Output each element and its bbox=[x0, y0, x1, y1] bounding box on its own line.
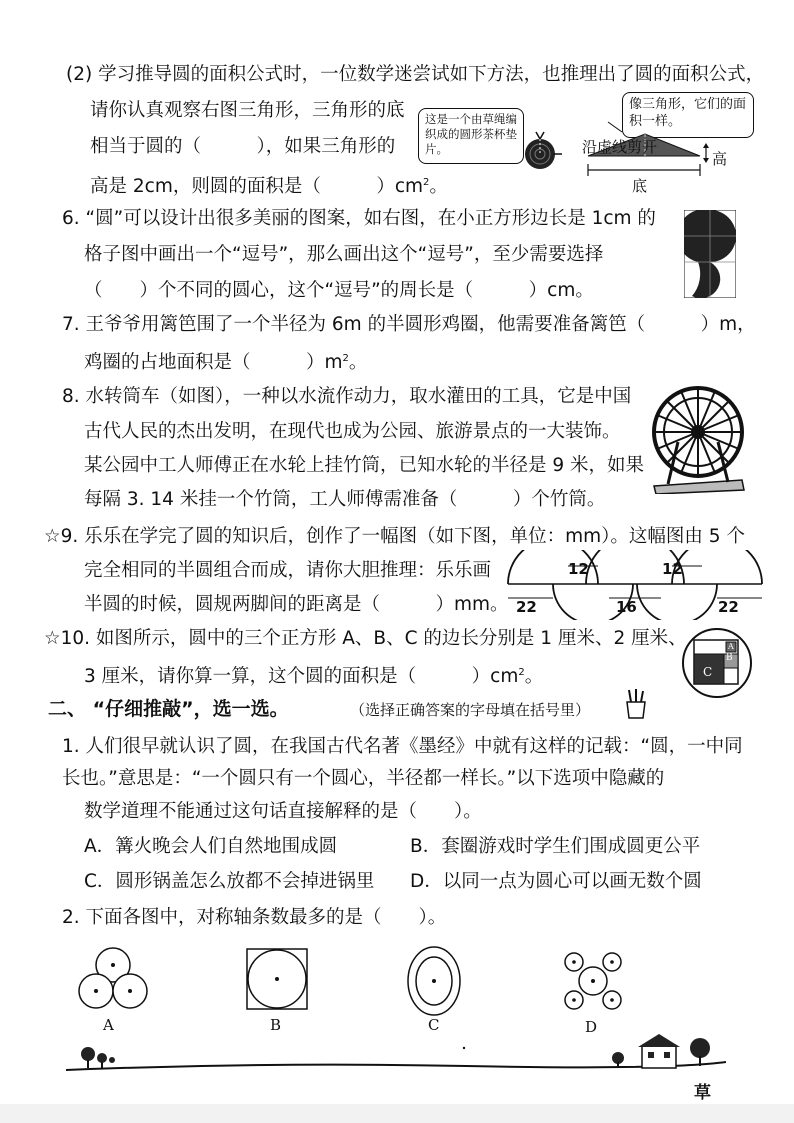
figure-b-label: B bbox=[270, 1016, 282, 1034]
s2-line-1: 2. 下面各图中，对称轴条数最多的是（ ）。 bbox=[62, 907, 447, 928]
footer-landscape bbox=[66, 1030, 726, 1074]
q7-line-2: 鸡圈的占地面积是（ ）$m^2$。 bbox=[84, 352, 368, 374]
figure-c-label: C bbox=[428, 1016, 440, 1034]
s1-line-2: 长也。”意思是：“一个圆只有一个圆心，半径都一样长。”以下选项中隐藏的 bbox=[62, 768, 665, 789]
figure-b-circle-in-square bbox=[246, 948, 308, 1010]
q8-line-1: 8. 水转筒车（如图），一种以水流作动力，取水灌田的工具，它是中国 bbox=[62, 386, 632, 407]
q9-label-16: 16 bbox=[616, 598, 637, 616]
pencil-cup-icon bbox=[622, 688, 650, 720]
figure-c-concentric-ovals bbox=[406, 945, 462, 1017]
q7-line-1: 7. 王爷爷用篱笆围了一个半径为 6m 的半圆形鸡圈，他需要准备篱笆（ ）m， bbox=[62, 314, 756, 335]
q2-line-1: (2) 学习推导圆的面积公式时，一位数学迷尝试如下方法，也推理出了圆的面积公式， bbox=[66, 64, 765, 85]
q9-line-2: 完全相同的半圆组合而成，请你大胆推理：乐乐画 bbox=[84, 560, 492, 581]
page-bottom-strip bbox=[0, 1104, 794, 1123]
section-2-title: 二、 “仔细推敲”，选一选。 bbox=[48, 698, 289, 720]
q2-bubble-right: 像三角形，它们的面积一样。 bbox=[622, 92, 754, 138]
figure-a-label: A bbox=[103, 1016, 114, 1034]
figure-d-label: D bbox=[585, 1018, 598, 1036]
q2-bubble-left: 这是一个由草绳编织成的圆形茶杯垫片。 bbox=[418, 108, 524, 164]
s1-line-1: 1. 人们很早就认识了圆，在我国古代名著《墨经》中就有这样的记载：“圆，一中同 bbox=[62, 736, 743, 757]
q10-line-2: 3 厘米，请你算一算，这个圆的面积是（ ）$cm^2$。 bbox=[84, 666, 544, 688]
q2-base-label: 底 bbox=[632, 177, 648, 195]
q6-line-3: （ ）个不同的圆心，这个“逗号”的周长是（ ）cm。 bbox=[84, 280, 594, 301]
section-2-note: （选择正确答案的字母填在括号里） bbox=[350, 701, 591, 719]
figure-a-three-circles bbox=[76, 945, 150, 1011]
q8-line-2: 古代人民的杰出发明，在现代也成为公园、旅游景点的一大装饰。 bbox=[84, 421, 621, 442]
s1-option-a: A．篝火晚会人们自然地围成圆 bbox=[84, 836, 338, 857]
square-b-label: B bbox=[726, 653, 733, 663]
footer-corner-text: 草 bbox=[694, 1083, 711, 1103]
q8-line-4: 每隔 3. 14 米挂一个竹筒，工人师傅需准备（ ）个竹筒。 bbox=[84, 489, 606, 510]
square-a-label: A bbox=[728, 642, 734, 651]
q9-label-12-right: 12 bbox=[662, 560, 683, 578]
s1-option-c: C．圆形锅盖怎么放都不会掉进锅里 bbox=[84, 871, 375, 892]
square-c-label: C bbox=[703, 665, 713, 679]
q9-label-22-left: 22 bbox=[516, 598, 537, 616]
q9-line-3: 半圆的时候，圆规两脚间的距离是（ ）mm。 bbox=[84, 594, 509, 615]
q10-line-1: ☆10. 如图所示，圆中的三个正方形 A、B、C 的边长分别是 1 厘米、2 厘米、 bbox=[44, 628, 687, 649]
s1-line-3: 数学道理不能通过这句话直接解释的是（ ）。 bbox=[84, 801, 482, 822]
q2-line-4: 高是 2cm，则圆的面积是（ ）$cm^2$。 bbox=[90, 176, 448, 198]
q6-line-1: 6. “圆”可以设计出很多美丽的图案，如右图，在小正方形边长是 1cm 的 bbox=[62, 208, 656, 229]
s1-option-b: B．套圈游戏时学生们围成圆更公平 bbox=[410, 836, 701, 857]
s1-option-d: D．以同一点为圆心可以画无数个圆 bbox=[410, 871, 702, 892]
squares-in-circle-figure bbox=[680, 626, 754, 700]
q6-line-2: 格子图中画出一个“逗号”，那么画出这个“逗号”，至少需要选择 bbox=[84, 244, 604, 265]
figure-d-four-circles bbox=[562, 950, 624, 1012]
q2-height-label: 高 bbox=[712, 150, 728, 168]
water-wheel-figure bbox=[648, 382, 748, 494]
q9-line-1: ☆9. 乐乐在学完了圆的知识后，创作了一幅图（如下图，单位：mm）。这幅图由 5 个 bbox=[44, 526, 745, 547]
q2-cut-label: 沿虚线剪开 bbox=[582, 138, 658, 156]
q2-line-3: 相当于圆的（ ），如果三角形的 bbox=[90, 136, 396, 157]
q9-label-12-left: 12 bbox=[568, 560, 589, 578]
q9-label-22-right: 22 bbox=[718, 598, 739, 616]
q8-line-3: 某公园中工人师傅正在水轮上挂竹筒，已知水轮的半径是 9 米，如果 bbox=[84, 455, 645, 476]
comma-grid-figure bbox=[684, 210, 736, 298]
q2-line-2: 请你认真观察右图三角形，三角形的底 bbox=[90, 100, 405, 121]
